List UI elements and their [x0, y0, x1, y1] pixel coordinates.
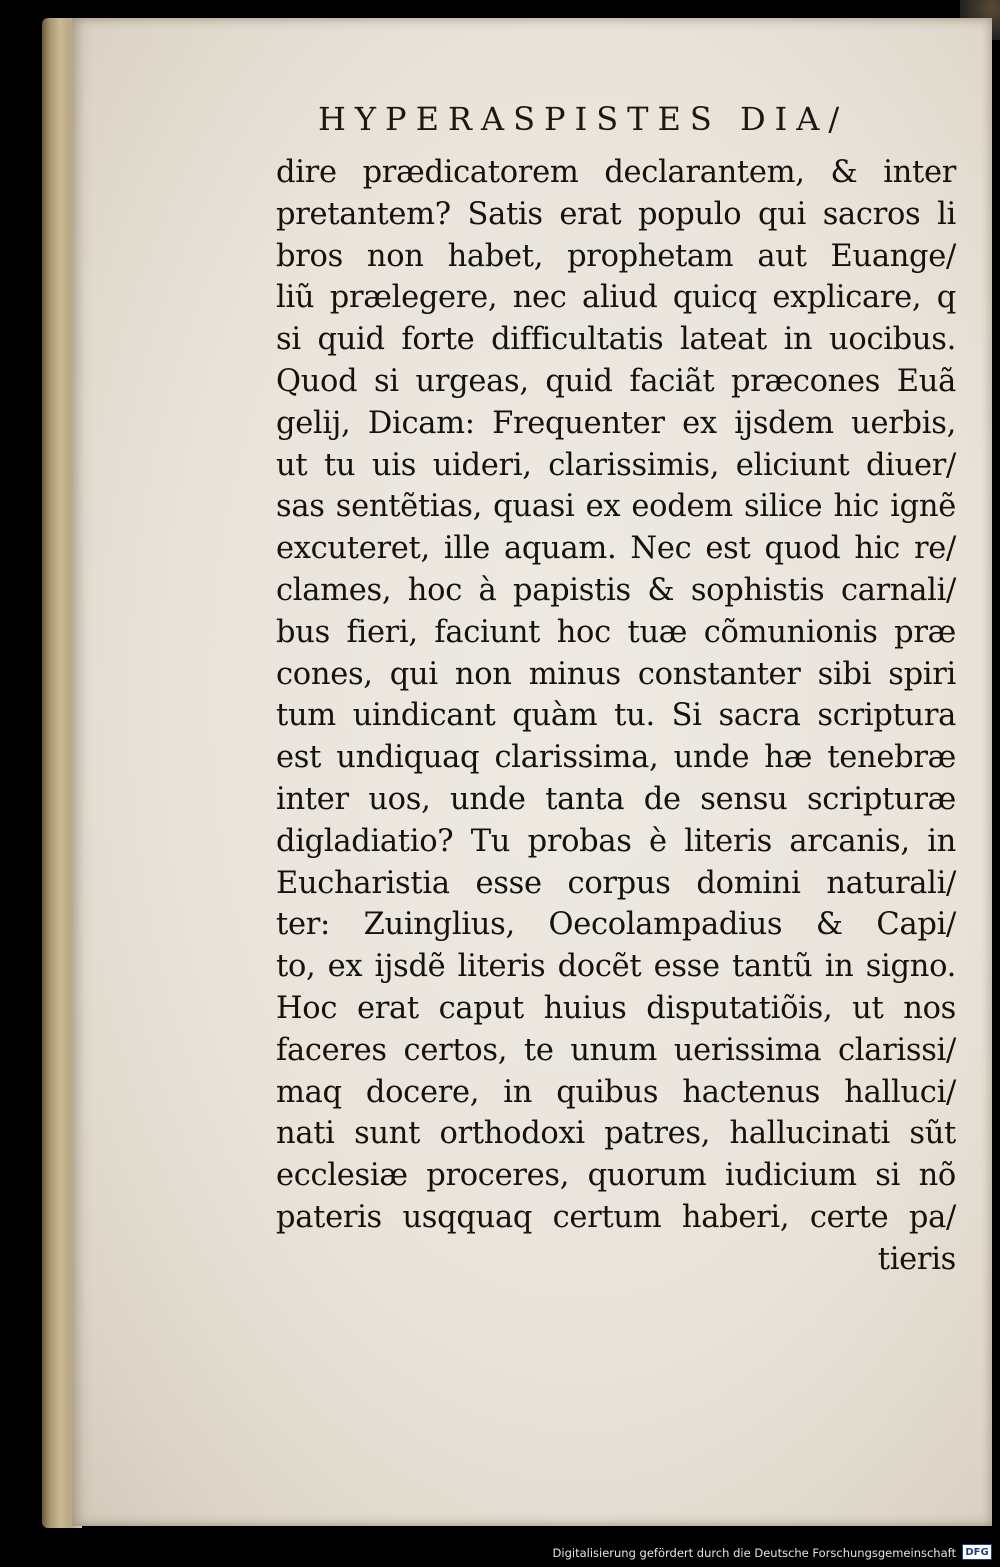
- text-line: nati sunt orthodoxi patres, hallucinati sũt: [276, 1116, 956, 1152]
- text-line: maq docere, in quibus hactenus halluci/: [276, 1074, 956, 1110]
- text-line: clames, hoc à papistis & sophistis carnali/: [276, 572, 956, 608]
- text-line: excuteret, ille aquam. Nec est quod hic re/: [276, 531, 956, 567]
- text-block: [276, 152, 956, 1281]
- text-line: Quod si urgeas, quid faciãt præcones Euã: [276, 363, 956, 399]
- text-line: est undiquaq clarissima, unde hæ tenebræ: [276, 740, 956, 776]
- text-line: gelij, Dicam: Frequenter ex ijsdem uerbis,: [276, 405, 956, 441]
- text-line: pretantem? Satis erat populo qui sacros li: [276, 196, 956, 232]
- dfg-logo: DFG: [962, 1544, 992, 1560]
- text-line: ut tu uis uideri, clarissimis, eliciunt diuer/: [276, 447, 956, 483]
- digitization-footer: [0, 1540, 1000, 1567]
- text-line: digladiatio? Tu probas è literis arcanis, in: [276, 823, 956, 859]
- text-line: tum uindicant quàm tu. Si sacra scriptura: [276, 698, 956, 734]
- funding-credit: Digitalisierung gefördert durch die Deutsche Forschungsgemeinschaft: [552, 1546, 956, 1560]
- text-line: bus fieri, faciunt hoc tuæ cõmunionis præ: [276, 614, 956, 650]
- catchword: tieris: [877, 1241, 956, 1277]
- text-line: Eucharistia esse corpus domini naturali/: [276, 865, 956, 901]
- text-line: dire prædicatorem declarantem, & inter: [276, 155, 956, 190]
- text-line: si quid forte difficultatis lateat in uocibus.: [276, 322, 956, 358]
- text-line: ter: Zuinglius, Oecolampadius & Capi/: [276, 907, 956, 943]
- text-line: inter uos, unde tanta de sensu scripturæ: [276, 781, 956, 817]
- running-head: HYPERASPISTES DIA/: [318, 100, 849, 138]
- text-line: liũ prælegere, nec aliud quicq explicare, q: [276, 280, 956, 316]
- text-line: bros non habet, prophetam aut Euange/: [276, 238, 956, 274]
- text-line: pateris usqquaq certum haberi, certe pa/: [276, 1199, 956, 1235]
- text-line: sas sentẽtias, quasi ex eodem silice hic ignẽ: [276, 489, 956, 525]
- text-line: cones, qui non minus constanter sibi spiri: [276, 656, 956, 692]
- text-line: Hoc erat caput huius disputatiõis, ut nos: [276, 990, 956, 1026]
- text-line: ecclesiæ proceres, quorum iudicium si nõ: [276, 1158, 956, 1194]
- text-line: to, ex ijsdẽ literis docẽt esse tantũ in signo.: [276, 949, 956, 985]
- text-line: faceres certos, te unum uerissima clarissi/: [276, 1032, 956, 1068]
